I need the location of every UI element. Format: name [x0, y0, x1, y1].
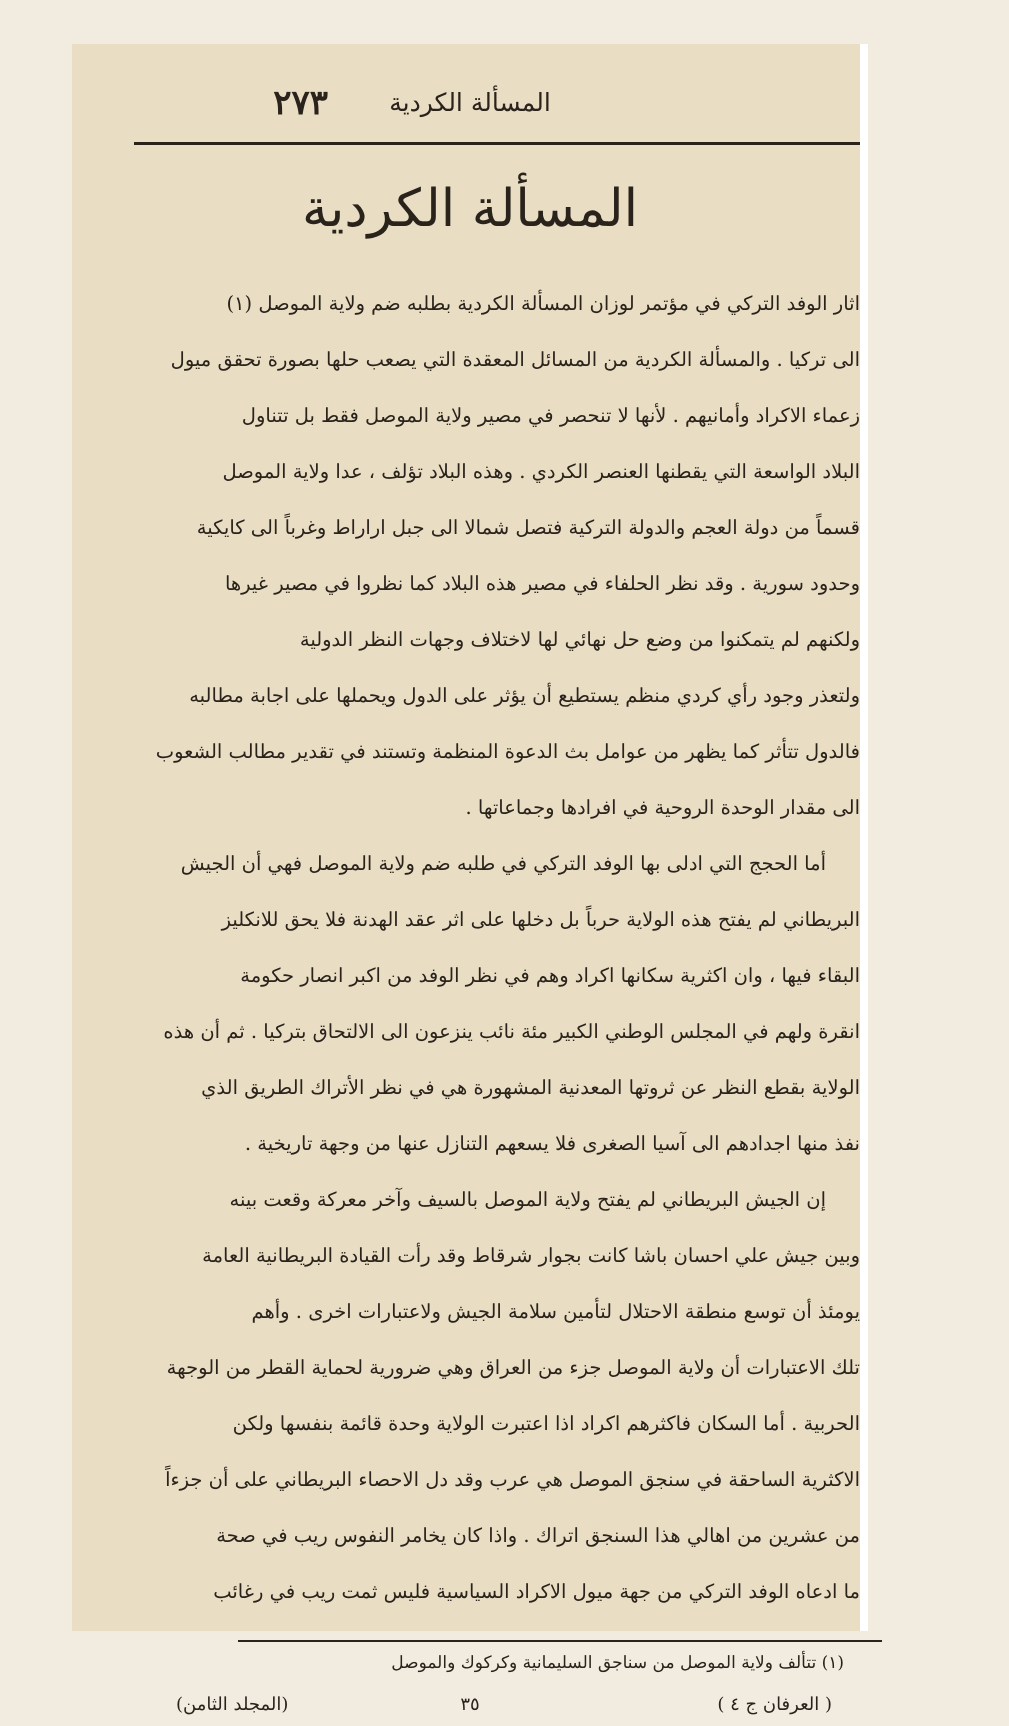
footnote-rule [238, 1640, 882, 1642]
body-line: الاكثرية الساحقة في سنجق الموصل هي عرب وقد دل الاحصاء البريطاني على أن جزءاً [165, 1468, 860, 1491]
body-line: ما ادعاه الوفد التركي من جهة ميول الاكراد السياسية فليس ثمت ريب في رغائب [213, 1580, 860, 1603]
page-edge [860, 44, 868, 1631]
body-line: اثار الوفد التركي في مؤتمر لوزان المسألة الكردية بطلبه ضم ولاية الموصل (١) [226, 292, 860, 315]
header-rule [134, 142, 864, 145]
footer-journal: ( العرفان ج ٤ ) [717, 1694, 832, 1715]
page-footer [72, 1694, 868, 1726]
body-line: انقرة ولهم في المجلس الوطني الكبير مئة نائب ينزعون الى الالتحاق بتركيا . ثم أن هذه [163, 1020, 860, 1043]
scanned-page [72, 44, 868, 1715]
body-line: الى مقدار الوحدة الروحية في افرادها وجماعاتها . [465, 796, 860, 819]
page-number: ٢٧٣ [273, 83, 328, 123]
body-line: الى تركيا . والمسألة الكردية من المسائل المعقدة التي يصعب حلها بصورة تحقق ميول [170, 348, 860, 371]
body-line: أما الحجج التي ادلى بها الوفد التركي في طلبه ضم ولاية الموصل فهي أن الجيش [180, 852, 826, 875]
body-line: وحدود سورية . وقد نظر الحلفاء في مصير هذه البلاد كما نظروا في مصير غيرها [224, 572, 860, 595]
body-line: قسماً من دولة العجم والدولة التركية فتصل شمالا الى جبل اراراط وغرباً الى كايكية [196, 516, 860, 539]
body-line: تلك الاعتبارات أن ولاية الموصل جزء من العراق وهي ضرورية لحماية القطر من الوجهة [166, 1356, 860, 1379]
footnote: (١) تتألف ولاية الموصل من سناجق السليمانية وكركوك والموصل [391, 1653, 844, 1673]
body-line: البلاد الواسعة التي يقطنها العنصر الكردي . وهذه البلاد تؤلف ، عدا ولاية الموصل [222, 460, 860, 483]
footer-volume: (المجلد الثامن) [176, 1694, 289, 1715]
footer-page-number: ٣٥ [460, 1694, 480, 1715]
article-body [80, 276, 860, 1620]
body-line: إن الجيش البريطاني لم يفتح ولاية الموصل بالسيف وآخر معركة وقعت بينه [229, 1188, 826, 1211]
body-line: الحربية . أما السكان فاكثرهم اكراد اذا اعتبرت الولاية وحدة قائمة بنفسها ولكن [232, 1412, 860, 1435]
body-line: زعماء الاكراد وأمانيهم . لأنها لا تنحصر في مصير ولاية الموصل فقط بل تتناول [241, 404, 860, 427]
body-line: يومئذ أن توسع منطقة الاحتلال لتأمين سلامة الجيش ولاعتبارات اخرى . وأهم [251, 1300, 860, 1323]
body-line: من عشرين من اهالي هذا السنجق اتراك . واذا كان يخامر النفوس ريب في صحة [216, 1524, 860, 1547]
body-line: البريطاني لم يفتح هذه الولاية حرباً بل دخلها على اثر عقد الهدنة فلا يحق للانكليز [221, 908, 860, 931]
article-title: المسألة الكردية [301, 179, 639, 239]
running-title: المسألة الكردية [389, 88, 551, 117]
body-line: نفذ منها اجدادهم الى آسيا الصغرى فلا يسعهم التنازل عنها من وجهة تاريخية . [244, 1132, 860, 1155]
body-line: البقاء فيها ، وان اكثرية سكانها اكراد وهم في نظر الوفد من اكبر انصار حكومة [240, 964, 860, 987]
body-line: وبين جيش علي احسان باشا كانت بجوار شرقاط وقد رأت القيادة البريطانية العامة [202, 1244, 860, 1267]
body-line: ولتعذر وجود رأي كردي منظم يستطيع أن يؤثر على الدول ويحملها على اجابة مطالبه [189, 684, 860, 707]
body-line: الولاية بقطع النظر عن ثروتها المعدنية المشهورة هي في نظر الأتراك الطريق الذي [201, 1076, 860, 1099]
body-line: ولكنهم لم يتمكنوا من وضع حل نهائي لها لاختلاف وجهات النظر الدولية [299, 628, 860, 651]
body-line: فالدول تتأثر كما يظهر من عوامل بث الدعوة المنظمة وتستند في تقدير مطالب الشعوب [155, 740, 860, 763]
